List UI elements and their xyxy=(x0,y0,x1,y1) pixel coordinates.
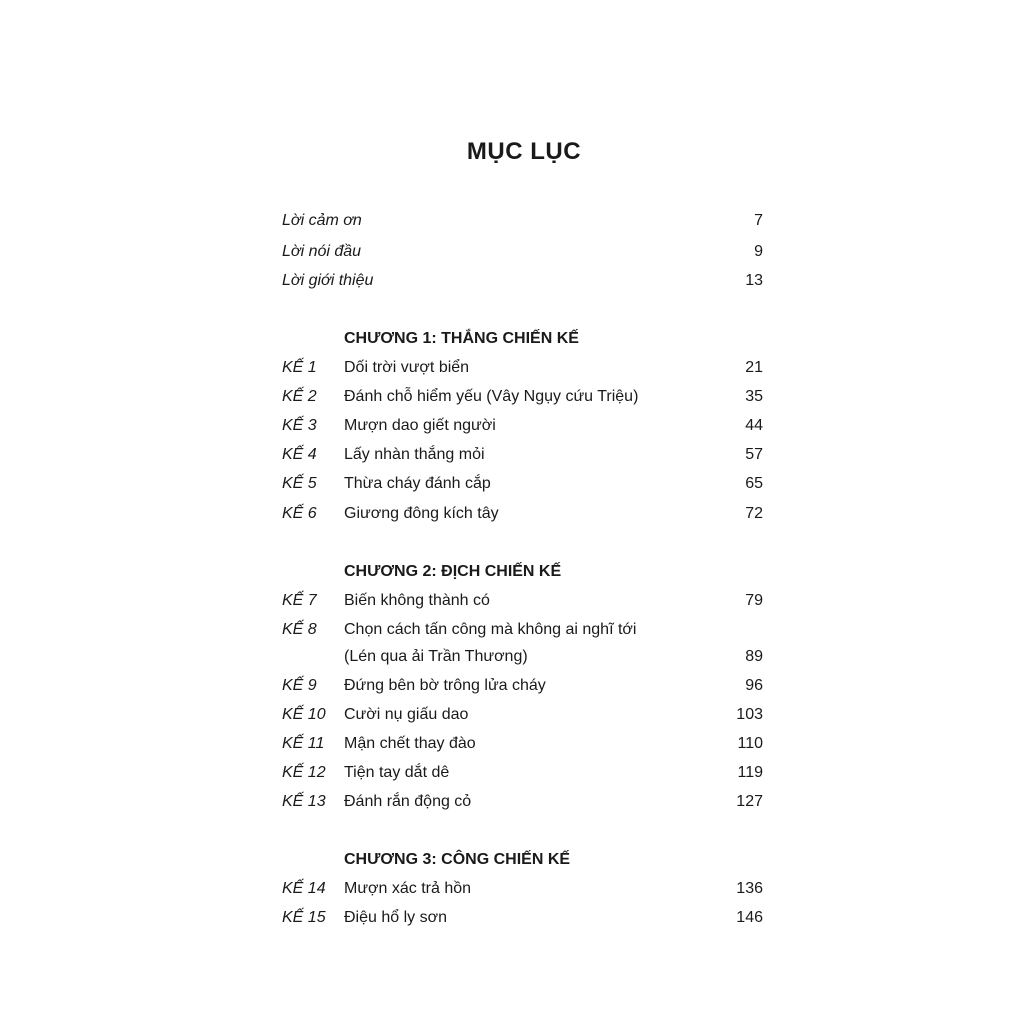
entry-label: Giương đông kích tây xyxy=(344,505,499,522)
entry-number: KẾ 14 xyxy=(282,880,326,897)
entry-page: 89 xyxy=(745,648,763,665)
entry-page: 21 xyxy=(745,359,763,376)
toc-entry xyxy=(282,674,763,698)
toc-entry xyxy=(282,443,763,467)
entry-number: KẾ 3 xyxy=(282,417,317,434)
entry-label: Mượn dao giết người xyxy=(344,417,496,434)
toc-entry xyxy=(282,703,763,727)
entry-number: KẾ 6 xyxy=(282,505,317,522)
toc-entry xyxy=(282,385,763,409)
entry-label: Cười nụ giấu dao xyxy=(344,706,469,723)
toc-entry-front xyxy=(282,240,763,264)
entry-number: KẾ 10 xyxy=(282,706,326,723)
entry-label: Chọn cách tấn công mà không ai nghĩ tới xyxy=(344,621,637,638)
toc-entry xyxy=(282,790,763,814)
entry-label: Đứng bên bờ trông lửa cháy xyxy=(344,677,546,694)
entry-page: 146 xyxy=(736,909,763,926)
entry-label-continued: (Lén qua ải Trần Thương) xyxy=(344,648,528,665)
toc-entry xyxy=(282,732,763,756)
toc-entry-front xyxy=(282,209,763,233)
entry-page: 79 xyxy=(745,592,763,609)
toc-entry xyxy=(282,472,763,496)
entry-label: Đánh rắn động cỏ xyxy=(344,793,472,810)
entry-page: 9 xyxy=(754,243,763,260)
entry-label: Lời cảm ơn xyxy=(282,212,362,229)
entry-page: 35 xyxy=(745,388,763,405)
entry-number: KẾ 8 xyxy=(282,621,317,638)
toc-entry xyxy=(282,414,763,438)
entry-label: Dối trời vượt biển xyxy=(344,359,470,376)
toc-entry xyxy=(282,761,763,785)
entry-page: 57 xyxy=(745,446,763,463)
entry-page: 13 xyxy=(745,272,763,289)
entry-label: Lấy nhàn thắng mỏi xyxy=(344,446,485,463)
entry-number: KẾ 7 xyxy=(282,592,317,609)
entry-page: 119 xyxy=(737,764,763,781)
chapter-heading: CHƯƠNG 2: ĐỊCH CHIẾN KẾ xyxy=(344,563,562,580)
toc-entry-front xyxy=(282,269,763,293)
entry-page: 103 xyxy=(736,706,763,723)
entry-label: Lời giới thiệu xyxy=(282,272,374,289)
entry-label: Đánh chỗ hiểm yếu (Vây Ngụy cứu Triệu) xyxy=(344,388,639,405)
chapter-heading: CHƯƠNG 3: CÔNG CHIẾN KẾ xyxy=(344,851,571,868)
toc-entry xyxy=(282,589,763,613)
entry-number: KẾ 11 xyxy=(282,735,325,752)
entry-number: KẾ 2 xyxy=(282,388,317,405)
entry-page: 7 xyxy=(754,212,763,229)
entry-page: 136 xyxy=(736,880,763,897)
entry-label: Thừa cháy đánh cắp xyxy=(344,475,491,492)
page-title: MỤC LỤC xyxy=(466,138,582,165)
toc-entry xyxy=(282,356,763,380)
entry-page: 72 xyxy=(745,505,763,522)
entry-number: KẾ 15 xyxy=(282,909,326,926)
entry-number: KẾ 4 xyxy=(282,446,317,463)
entry-number: KẾ 9 xyxy=(282,677,317,694)
entry-label: Biến không thành có xyxy=(344,592,490,609)
entry-page: 127 xyxy=(736,793,763,810)
toc-entry xyxy=(282,502,763,526)
entry-label: Mượn xác trả hồn xyxy=(344,880,472,897)
chapter-heading: CHƯƠNG 1: THẮNG CHIẾN KẾ xyxy=(344,330,579,347)
entry-page: 44 xyxy=(745,417,763,434)
toc-entry xyxy=(282,877,763,901)
entry-page: 65 xyxy=(745,475,763,492)
toc-entry xyxy=(282,906,763,930)
toc-entry-continuation xyxy=(282,645,763,669)
entry-number: KẾ 13 xyxy=(282,793,326,810)
toc-entry xyxy=(282,618,763,642)
entry-page: 96 xyxy=(745,677,763,694)
entry-number: KẾ 5 xyxy=(282,475,317,492)
entry-number: KẾ 12 xyxy=(282,764,326,781)
entry-label: Lời nói đầu xyxy=(282,243,362,260)
entry-number: KẾ 1 xyxy=(282,359,317,376)
entry-label: Mận chết thay đào xyxy=(344,735,476,752)
entry-label: Điệu hổ ly sơn xyxy=(344,909,447,926)
entry-label: Tiện tay dắt dê xyxy=(344,764,450,781)
entry-page: 110 xyxy=(737,735,763,752)
